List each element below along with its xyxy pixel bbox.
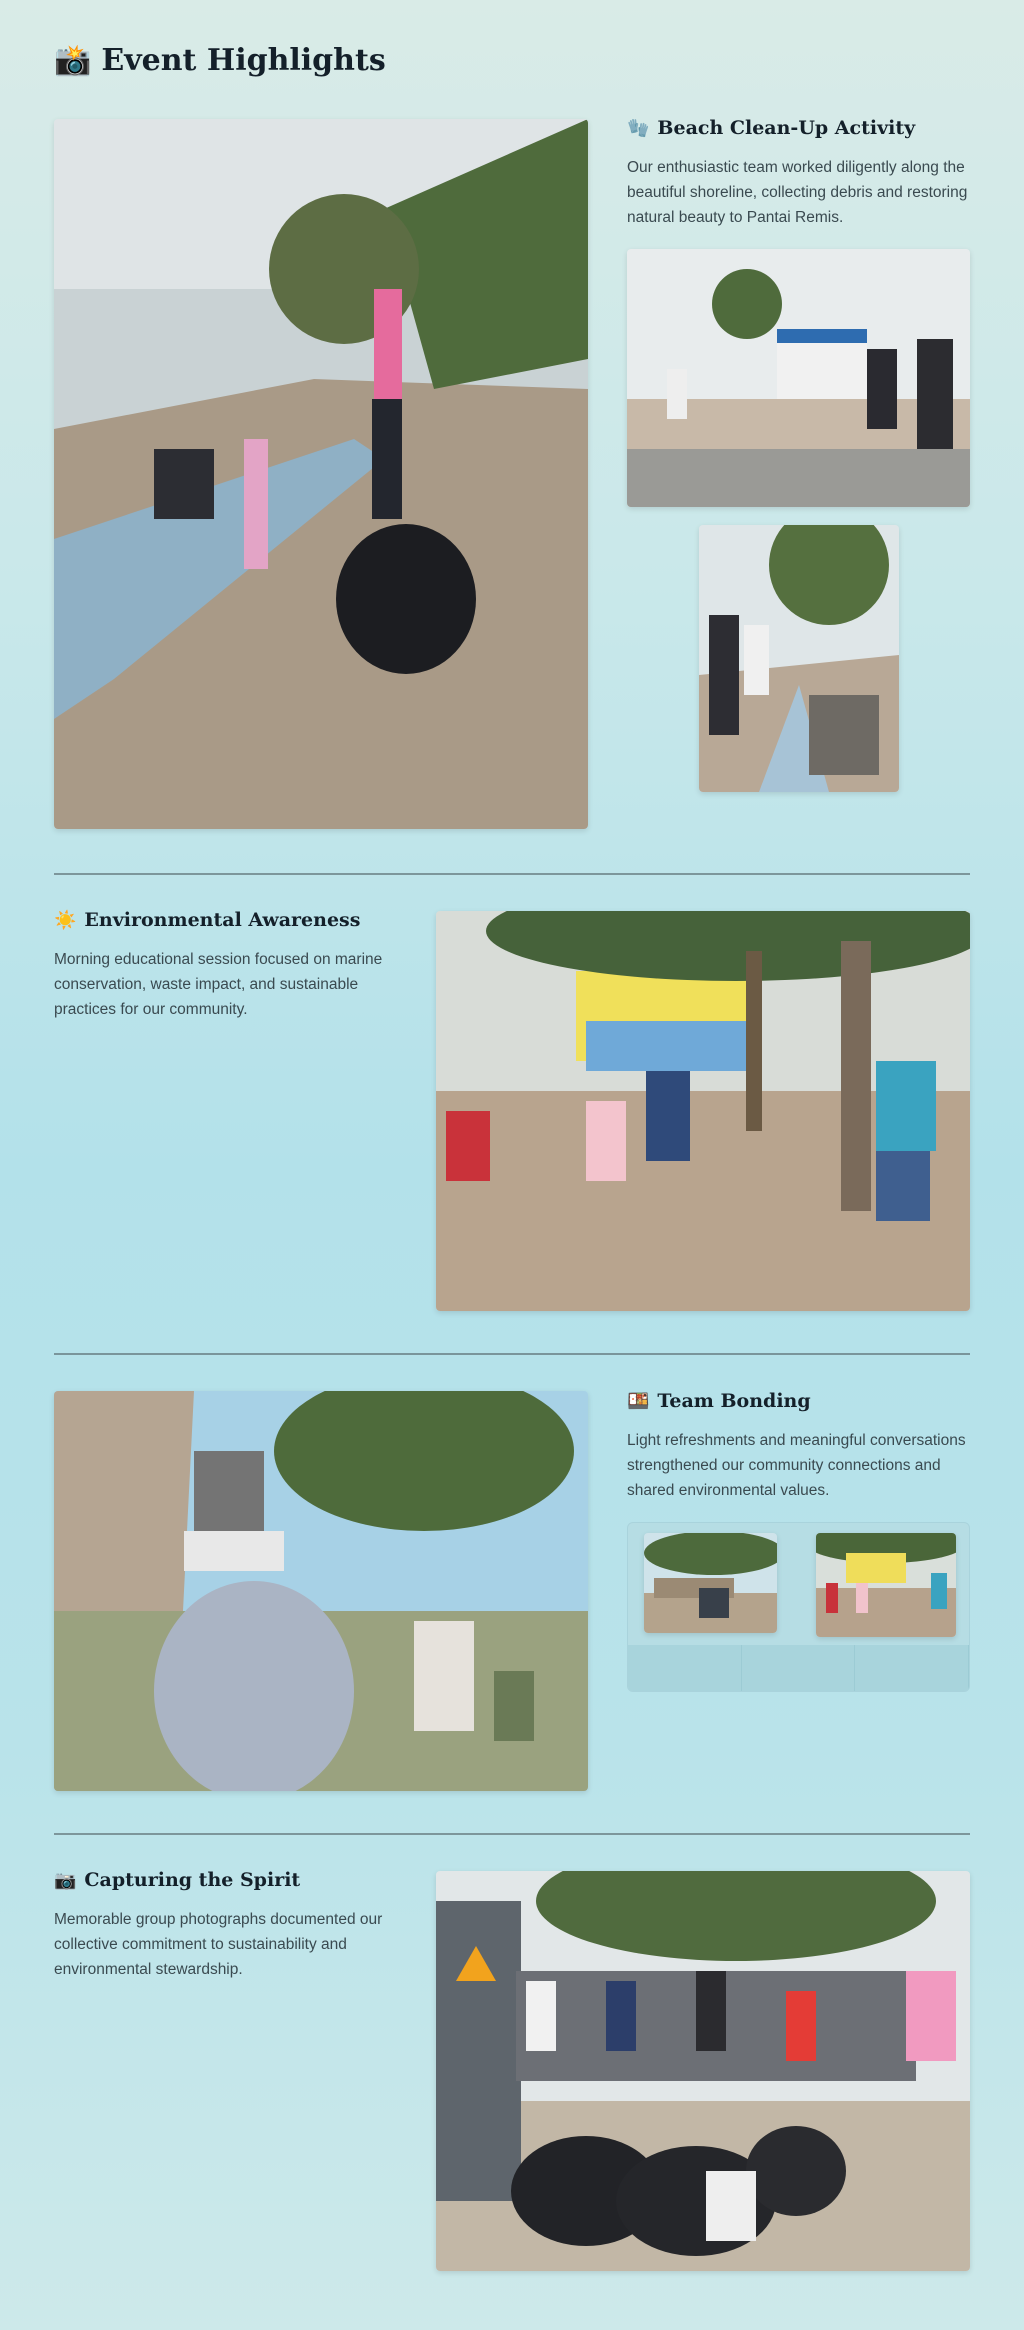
section-description: Morning educational session focused on marine conservation, waste impact, and sustainable practices for our community. <box>54 951 383 1018</box>
capturing-spirit-group-photo[interactable] <box>436 1871 970 2271</box>
section-heading <box>627 115 970 141</box>
section-description: Memorable group photographs documented our collective commitment to sustainability and environmental stewardship. <box>54 1911 383 1978</box>
camera-flash-icon: 📸 <box>54 42 92 78</box>
section-title: Beach Clean-Up Activity <box>657 117 916 139</box>
section-heading <box>54 907 394 933</box>
event-highlights-page <box>54 0 970 2330</box>
section-title: Team Bonding <box>657 1390 811 1412</box>
section-heading <box>54 1867 414 1893</box>
camera-icon: 📷 <box>54 1869 77 1891</box>
team-bonding-main-photo[interactable] <box>54 1391 588 1791</box>
team-bonding-thumbnail-1[interactable] <box>644 1533 777 1633</box>
section-divider <box>54 873 970 875</box>
section-divider <box>54 1833 970 1835</box>
team-bonding-thumbnail-gallery <box>627 1522 970 1692</box>
gallery-empty-row <box>628 1645 969 1691</box>
beach-cleanup-photo-2[interactable] <box>627 249 970 507</box>
beach-cleanup-photo-3[interactable] <box>699 525 899 792</box>
section-team-bonding <box>627 1388 970 1503</box>
gloves-icon: 🧤 <box>627 117 650 139</box>
section-divider <box>54 1353 970 1355</box>
section-title: Environmental Awareness <box>84 909 361 931</box>
section-heading <box>627 1388 970 1414</box>
page-title <box>54 40 386 80</box>
page-title-text: Event Highlights <box>101 42 386 78</box>
section-description: Light refreshments and meaningful conversations strengthened our community connections and shared environmental values. <box>627 1432 966 1499</box>
section-title: Capturing the Spirit <box>84 1869 301 1891</box>
team-bonding-thumbnail-2[interactable] <box>816 1533 956 1637</box>
beach-cleanup-main-photo[interactable] <box>54 119 588 829</box>
section-beach-cleanup <box>627 115 970 230</box>
section-environmental-awareness <box>54 907 394 1022</box>
bento-box-icon: 🍱 <box>627 1390 650 1412</box>
sun-icon: ☀️ <box>54 909 77 931</box>
section-description: Our enthusiastic team worked diligently along the beautiful shoreline, collecting debris and restoring natural beauty to Pantai Remis. <box>627 159 968 226</box>
environmental-awareness-photo[interactable] <box>436 911 970 1311</box>
section-capturing-spirit <box>54 1867 414 1982</box>
